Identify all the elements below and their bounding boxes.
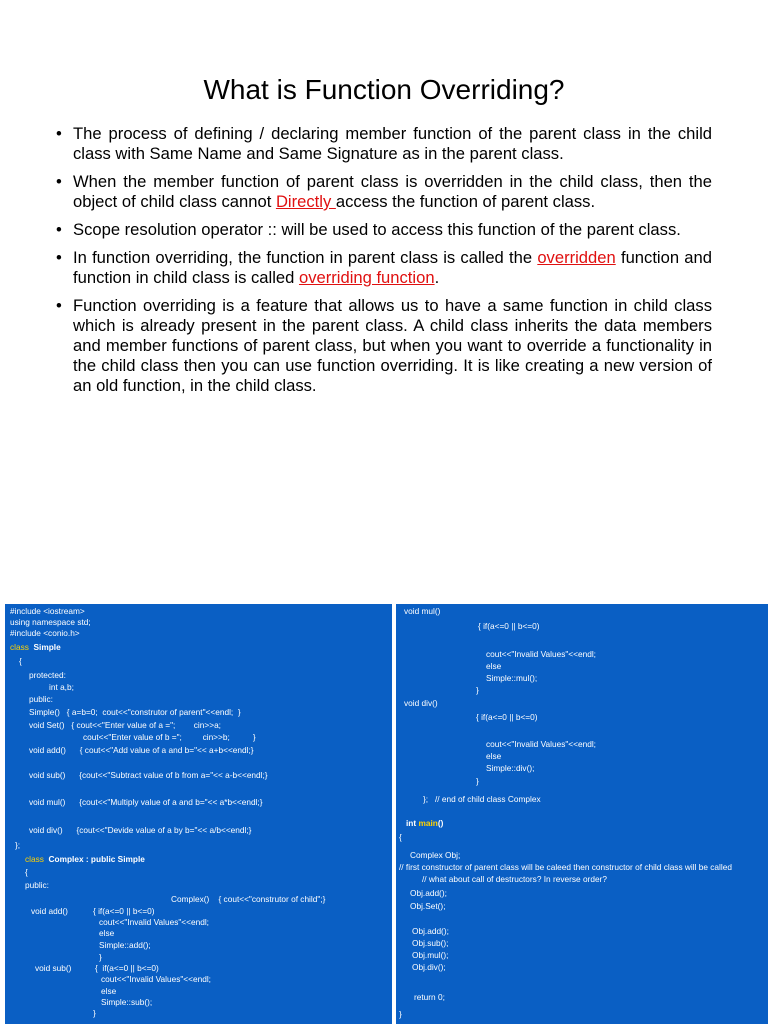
code-line: #include <iostream> bbox=[10, 606, 85, 616]
code-line: Obj.add(); bbox=[410, 888, 447, 898]
code-line: cout<<"Enter value of b ="; cin>>b; } bbox=[83, 732, 256, 742]
code-line: public: bbox=[29, 694, 53, 704]
code-token: Complex : public Simple bbox=[43, 854, 145, 864]
code-token: () bbox=[437, 818, 444, 828]
bullet-list bbox=[56, 124, 712, 404]
code-keyword: class bbox=[10, 642, 29, 652]
bullet-item bbox=[56, 248, 712, 288]
code-line: Simple() { a=b=0; cout<<"construtor of parent"<<endl; } bbox=[29, 707, 241, 717]
bullet-dot: • bbox=[56, 248, 62, 267]
code-token: Simple bbox=[28, 642, 61, 652]
code-line: { if(a<=0 || b<=0) bbox=[95, 963, 159, 973]
code-line: Obj.mul(); bbox=[412, 950, 449, 960]
bullet-text: . bbox=[434, 268, 440, 287]
slide-title: What is Function Overriding? bbox=[203, 74, 565, 105]
code-line: { bbox=[399, 832, 402, 842]
code-line: Obj.Set(); bbox=[410, 901, 446, 911]
code-line: // first constructor of parent class will be caleed then constructor of child class will be called bbox=[399, 862, 732, 872]
bullet-dot: • bbox=[56, 220, 62, 239]
code-panel-left bbox=[5, 604, 392, 1024]
bullet-text: Scope resolution operator :: will be used to access this function of the parent class. bbox=[73, 220, 681, 239]
code-line: } bbox=[476, 685, 479, 695]
code-line: } bbox=[99, 952, 102, 962]
code-line: Simple::mul(); bbox=[486, 673, 538, 683]
code-line: { if(a<=0 || b<=0) bbox=[476, 712, 538, 722]
code-line: else bbox=[99, 928, 115, 938]
code-line: cout<<"Invalid Values"<<endl; bbox=[486, 739, 596, 749]
bullet-text: Function overriding is a feature that allows us to have a same function in child class which is already present in the parent class. A child class inherits the data members and member functions of parent class, but when you want to override a functionality in the child class then you can use function overriding. It is like creating a new version of an old function, in the child class. bbox=[73, 296, 712, 395]
highlighted-term: overriding function bbox=[298, 268, 435, 287]
code-line: Simple::div(); bbox=[486, 763, 535, 773]
code-line: Complex() { cout<<"construtor of child";} bbox=[171, 894, 326, 904]
bullet-item bbox=[56, 296, 712, 396]
code-line bbox=[406, 818, 443, 829]
code-line bbox=[25, 854, 145, 865]
code-token: int bbox=[406, 818, 419, 828]
bullet-dot: • bbox=[56, 124, 62, 143]
highlighted-term: overridden bbox=[537, 248, 616, 267]
code-line: Simple::add(); bbox=[99, 940, 151, 950]
code-line: else bbox=[486, 661, 502, 671]
code-line: using namespace std; bbox=[10, 617, 91, 627]
code-line: Obj.sub(); bbox=[412, 938, 449, 948]
bullet-dot: • bbox=[56, 296, 62, 315]
code-line: Complex Obj; bbox=[410, 850, 461, 860]
code-line: else bbox=[101, 986, 117, 996]
bullet-item bbox=[56, 220, 712, 240]
bullet-text: access the function of parent class. bbox=[335, 192, 596, 211]
code-line: cout<<"Invalid Values"<<endl; bbox=[486, 649, 596, 659]
code-line: Obj.add(); bbox=[412, 926, 449, 936]
code-line: void Set() { cout<<"Enter value of a ="; cin>>a; bbox=[29, 720, 221, 730]
code-line: { bbox=[19, 656, 22, 666]
code-line bbox=[10, 642, 61, 653]
code-line: #include <conio.h> bbox=[10, 628, 80, 638]
code-line: protected: bbox=[29, 670, 66, 680]
code-panel-right bbox=[396, 604, 768, 1024]
code-line: void div() bbox=[404, 698, 438, 708]
bullet-dot: • bbox=[56, 172, 62, 191]
code-line: Simple::sub(); bbox=[101, 997, 153, 1007]
code-line: }; // end of child class Complex bbox=[423, 794, 541, 804]
code-line: return 0; bbox=[414, 992, 445, 1002]
code-line: { bbox=[25, 867, 28, 877]
code-line: } bbox=[93, 1008, 96, 1018]
highlighted-term: Directly bbox=[275, 192, 336, 211]
code-line: Obj.div(); bbox=[412, 962, 446, 972]
code-line: void sub() bbox=[35, 963, 72, 973]
bullet-text: function and function in child class is called bbox=[73, 248, 712, 287]
code-line: void sub() {cout<<"Subtract value of b from a="<< a-b<<endl;} bbox=[29, 770, 268, 780]
code-keyword: main bbox=[418, 818, 438, 828]
code-line: } bbox=[399, 1009, 402, 1019]
code-line: int a,b; bbox=[49, 682, 74, 692]
code-line: public: bbox=[25, 880, 49, 890]
code-line: void mul() {cout<<"Multiply value of a and b="<< a*b<<endl;} bbox=[29, 797, 263, 807]
code-line: { if(a<=0 || b<=0) bbox=[478, 621, 540, 631]
code-line: void add() bbox=[31, 906, 68, 916]
bullet-item bbox=[56, 172, 712, 212]
code-line: cout<<"Invalid Values"<<endl; bbox=[99, 917, 209, 927]
code-line: } bbox=[476, 776, 479, 786]
bullet-text: The process of defining / declaring member function of the parent class in the child class with Same Name and Same Signature as in the parent class. bbox=[73, 124, 712, 163]
code-line: void mul() bbox=[404, 606, 441, 616]
code-line: void add() { cout<<"Add value of a and b="<< a+b<<endl;} bbox=[29, 745, 254, 755]
code-line: { if(a<=0 || b<=0) bbox=[93, 906, 155, 916]
code-line: else bbox=[486, 751, 502, 761]
code-line: void div() {cout<<"Devide value of a by b="<< a/b<<endl;} bbox=[29, 825, 252, 835]
bullet-text: In function overriding, the function in parent class is called the bbox=[73, 248, 538, 267]
bullet-text: When the member function of parent class is overridden in the child class, then the object of child class cannot bbox=[73, 172, 712, 211]
code-line: cout<<"Invalid Values"<<endl; bbox=[101, 974, 211, 984]
code-line: }; bbox=[15, 840, 21, 850]
bullet-item bbox=[56, 124, 712, 164]
code-line: // what about call of destructors? In reverse order? bbox=[422, 874, 607, 884]
code-keyword: class bbox=[25, 854, 44, 864]
